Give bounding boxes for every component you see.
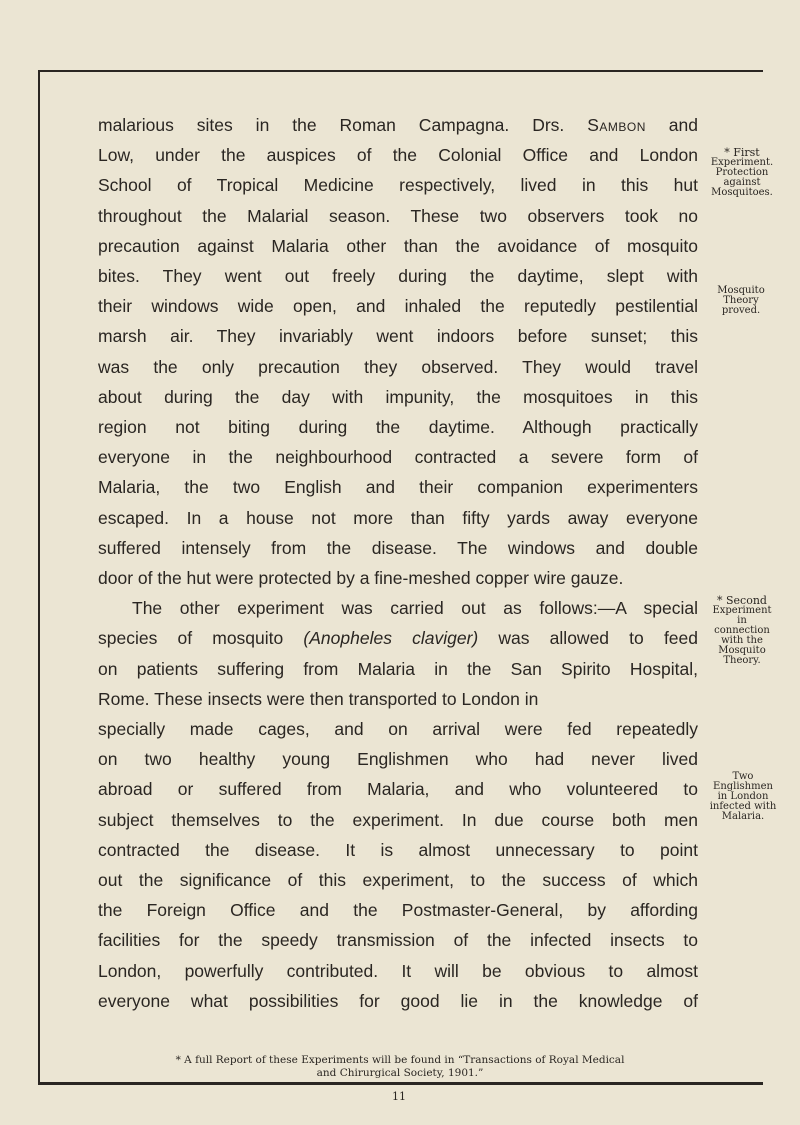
margin-note-line: Mosquito xyxy=(717,285,765,296)
species-name: (Anopheles claviger) xyxy=(303,628,479,649)
margin-note-line: Malaria. xyxy=(721,811,765,822)
body-line xyxy=(98,986,698,1016)
body-line xyxy=(98,231,698,261)
body-line xyxy=(98,110,698,140)
body-line xyxy=(98,925,698,955)
body-line xyxy=(98,774,698,804)
text-segment: everyone what possibilities for good lie in the knowledge of xyxy=(98,990,698,1011)
margin-note-line: infected with xyxy=(709,801,777,812)
text-segment: escaped. In a house not more than fifty yards away everyone xyxy=(98,507,698,528)
text-segment: and xyxy=(645,115,699,135)
body-line xyxy=(98,805,698,835)
margin-note-line: against xyxy=(723,177,761,188)
body-line xyxy=(98,684,698,714)
body-line xyxy=(132,593,698,623)
text-segment: marsh air. They invariably went indoors before sunset; this xyxy=(98,326,698,347)
text-segment: door of the hut were protected by a fine-meshed copper wire gauze. xyxy=(98,568,624,588)
body-line xyxy=(98,412,698,442)
margin-note-first-experiment xyxy=(703,148,781,198)
margin-note-line: in London xyxy=(717,791,769,802)
margin-note-line: with the xyxy=(721,635,763,646)
text-segment: Rome. These insects were then transported to London in xyxy=(98,688,539,709)
margin-note-line: Experiment. xyxy=(710,157,774,168)
body-line xyxy=(98,895,698,925)
top-border-rule xyxy=(38,70,763,72)
body-line xyxy=(98,170,698,200)
text-segment: bites. They went out freely during the daytime, slept with xyxy=(98,266,698,286)
text-segment: was the only precaution they observed. They would travel xyxy=(98,356,698,377)
body-line xyxy=(98,654,698,684)
margin-note-englishmen-infected xyxy=(705,772,781,822)
body-line xyxy=(98,321,698,351)
text-segment: was allowed to feed xyxy=(478,628,698,649)
text-segment: Malaria, the two English and their companion experimenters xyxy=(98,477,698,498)
text-segment: on two healthy young Englishmen who had never lived xyxy=(98,749,698,770)
text-segment: facilities for the speedy transmission of the infected insects to xyxy=(98,930,698,951)
margin-note-line: Theory xyxy=(723,295,759,306)
margin-note-line: Experiment xyxy=(712,605,772,616)
text-segment: specially made cages, and on arrival were fed repeatedly xyxy=(98,719,698,739)
margin-note-line: * First xyxy=(724,146,760,159)
text-segment: their windows wide open, and inhaled the reputedly pestilential xyxy=(98,296,698,317)
margin-note-line: Mosquito xyxy=(718,645,766,656)
body-line xyxy=(98,291,698,321)
text-segment: School of Tropical Medicine respectively, lived in this hut xyxy=(98,175,698,196)
body-line xyxy=(98,503,698,533)
body-line xyxy=(98,533,698,563)
body-line xyxy=(98,382,698,412)
margin-note-line: Mosquitoes. xyxy=(711,187,773,198)
text-segment: everyone in the neighbourhood contracted a severe form of xyxy=(98,447,698,468)
text-segment: contracted the disease. It is almost unnecessary to point xyxy=(98,839,698,860)
text-segment: region not biting during the daytime. Although practically xyxy=(98,417,698,437)
text-segment: precaution against Malaria other than the avoidance of mosquito xyxy=(98,235,698,256)
margin-note-theory-proved xyxy=(705,286,777,316)
body-line xyxy=(98,442,698,472)
footnote-line: * A full Report of these Experiments will be found in “Transactions of Royal Medical xyxy=(175,1054,625,1066)
body-line xyxy=(98,472,698,502)
page-number: 11 xyxy=(392,1090,406,1103)
body-line xyxy=(98,835,698,865)
text-segment: subject themselves to the experiment. In due course both men xyxy=(98,809,698,830)
text-segment: the Foreign Office and the Postmaster-General, by affording xyxy=(98,900,698,921)
footnote-line: and Chirurgical Society, 1901.” xyxy=(316,1067,484,1079)
body-line xyxy=(98,623,698,653)
text-segment: throughout the Malarial season. These two observers took no xyxy=(98,205,698,226)
margin-note-line: Two xyxy=(732,771,754,782)
text-segment: abroad or suffered from Malaria, and who volunteered to xyxy=(98,779,698,800)
text-segment: London, powerfully contributed. It will be obvious to almost xyxy=(98,960,698,981)
body-line xyxy=(98,201,698,231)
body-line xyxy=(98,865,698,895)
margin-note-line: proved. xyxy=(721,305,761,316)
text-segment: The other experiment was carried out as follows:—A special xyxy=(132,598,698,619)
margin-note-line: connection xyxy=(714,625,770,636)
body-line xyxy=(98,140,698,170)
body-line xyxy=(98,261,698,291)
text-segment: about during the day with impunity, the mosquitoes in this xyxy=(98,386,698,407)
body-line xyxy=(98,563,698,593)
text-segment: on patients suffering from Malaria in the San Spirito Hospital, xyxy=(98,658,698,679)
footnote xyxy=(120,1054,680,1080)
text-segment: out the significance of this experiment, to the success of which xyxy=(98,870,698,890)
body-line xyxy=(98,352,698,382)
body-line xyxy=(98,956,698,986)
margin-note-line: in xyxy=(737,615,747,626)
margin-note-line: * Second xyxy=(717,594,767,607)
text-segment: malarious sites in the Roman Campagna. Drs. xyxy=(98,115,588,135)
text-segment: species of mosquito xyxy=(98,628,304,649)
body-line xyxy=(98,714,698,744)
margin-note-line: Theory. xyxy=(723,655,761,666)
body-line xyxy=(98,744,698,774)
text-segment: Low, under the auspices of the Colonial Office and London xyxy=(98,145,698,166)
text-segment: suffered intensely from the disease. The windows and double xyxy=(98,537,698,558)
left-border-rule xyxy=(38,70,40,1085)
margin-note-line: Englishmen xyxy=(713,781,773,792)
bottom-border-rule xyxy=(38,1082,763,1085)
margin-note-second-experiment xyxy=(705,596,779,666)
author-name: Sambon xyxy=(587,115,646,135)
margin-note-line: Protection xyxy=(715,167,769,178)
